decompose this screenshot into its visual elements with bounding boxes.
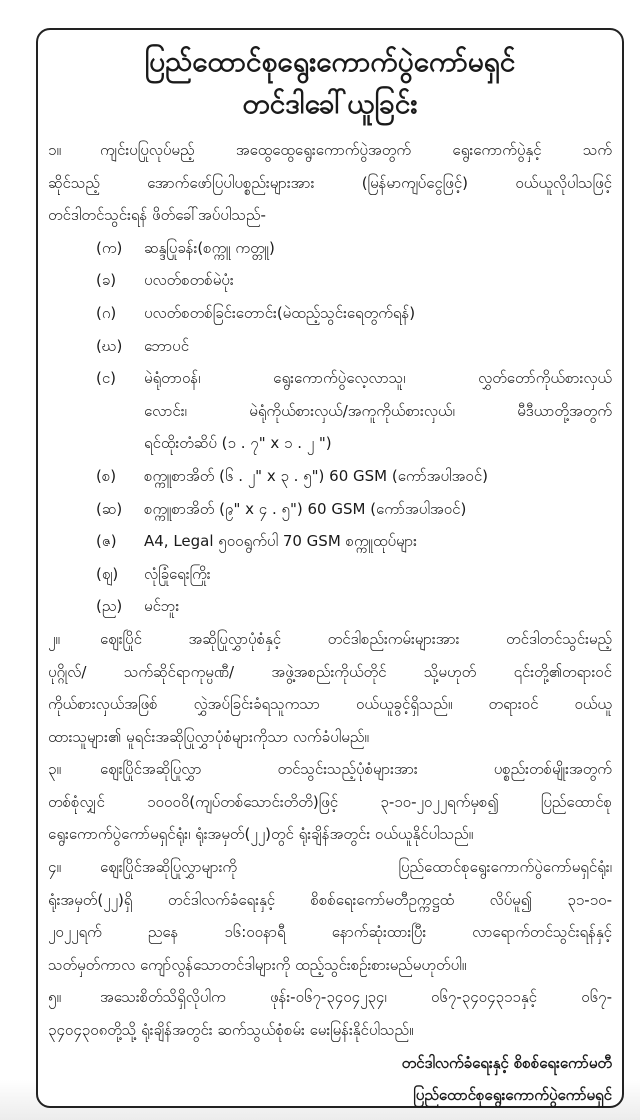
paragraph-line — [48, 981, 612, 1014]
list-item — [48, 395, 612, 428]
item-label: (ဂ) — [96, 303, 117, 322]
signature-line: တင်ဒါလက်ခံရေးနှင့် စိစစ်ရေးကော်မတီ — [401, 1053, 612, 1072]
list-item — [48, 264, 612, 297]
paragraph-line — [48, 721, 612, 754]
paragraph-text: တစ်စုံလျှင် ၁၀၀၀၀ိ(ကျပ်တစ်သောင်းတိတိ)ဖြင့် ၃-၁၀-၂၀၂၂ရက်မှစ၍ ပြည်ထောင်စု — [48, 792, 612, 811]
paragraph-number: ၃။ — [48, 760, 61, 779]
item-text: လောင်း၊ မဲရုံကိုယ်စားလှယ်/အကူကိုယ်စားလှယ်၊ မီဒီယာတို့အတွက် — [144, 401, 612, 420]
paragraph-line — [48, 1014, 612, 1047]
paragraph-text: ထားသူများ၏ မူရင်းအဆိုပြုလွှာပုံစံများကိုသာ လက်ခံပါမည်။ — [48, 727, 369, 746]
item-text: ပလတ်စတစ်မဲပုံး — [144, 271, 234, 290]
item-label: (က) — [96, 238, 123, 257]
tender-notice-box — [36, 28, 624, 1108]
item-text: ဆန္ဒပြုခန်း(စက္ကူ ကတ္တူ) — [144, 238, 275, 257]
notice-body — [48, 134, 612, 1112]
list-item — [48, 493, 612, 526]
item-text: ပလတ်စတစ်ခြင်းတောင်း(မဲထည့်သွင်းရေတွက်ရန်) — [144, 303, 416, 322]
paragraph-text: ဈေးပြိုင်အဆိုပြုလွှာ တင်သွင်းသည့်ပုံစံများအား ပစ္စည်းတစ်မျိုးအတွက် — [100, 760, 612, 779]
item-label — [96, 395, 144, 428]
list-item — [48, 460, 612, 493]
paragraph-4 — [48, 851, 612, 981]
paragraph-line — [48, 167, 612, 200]
paragraph-1 — [48, 134, 612, 232]
item-text: A4, Legal ၅၀၀ရွက်ပါ 70 GSM စက္ကူထုပ်များ — [144, 532, 417, 551]
paragraph-text: ဈေးပြိုင် အဆိုပြုလွှာပုံစံနှင့် တင်ဒါစည်းကမ်းများအား တင်ဒါတင်သွင်းမည့် — [100, 629, 612, 648]
item-label — [96, 427, 144, 460]
item-label: (ဃ) — [96, 336, 123, 355]
paragraph-line — [48, 199, 612, 232]
item-label: (ဇ) — [96, 532, 117, 551]
paragraph-2 — [48, 623, 612, 753]
paragraph-text: ၃၄၀၄၃၀၈တို့သို့ ရုံးချိန်အတွင်း ဆက်သွယ်စုံစမ်း မေးမြန်းနိုင်ပါသည်။ — [48, 1021, 414, 1040]
paragraph-5 — [48, 981, 612, 1046]
paragraph-line — [48, 884, 612, 917]
list-item — [48, 362, 612, 395]
paragraph-line — [48, 656, 612, 689]
list-item — [48, 590, 612, 623]
item-text: ရင်ထိုးတံဆိပ် (၁ . ၇" x ၁ . ၂ ") — [144, 434, 332, 453]
paragraph-3 — [48, 753, 612, 851]
item-label: (ခ) — [96, 271, 117, 290]
list-item — [48, 525, 612, 558]
paragraph-text: ဈေးပြိုင်အဆိုပြုလွှာများကို ပြည်ထောင်စုရွေးကောက်ပွဲကော်မရှင်ရုံး၊ — [100, 858, 612, 877]
paragraph-number: ၅။ — [48, 988, 61, 1007]
paragraph-text: ရွေးကောက်ပွဲကော်မရှင်ရုံး၊ ရုံးအမှတ်(၂၂)တွင် ရုံးချိန်အတွင်း ဝယ်ယူနိုင်ပါသည်။ — [48, 825, 474, 844]
paragraph-line — [48, 753, 612, 786]
paragraph-text: ပုဂ္ဂိုလ်/ သက်ဆိုင်ရာကုမ္ပဏီ/ အဖွဲ့အစည်းကိုယ်တိုင် သို့မဟုတ် ၎င်းတို့၏တရားဝင် — [48, 662, 612, 681]
item-text: မဲရုံတာဝန်၊ ရွေးကောက်ပွဲလေ့လာသူ၊ လွှတ်တော်ကိုယ်စားလှယ် — [144, 369, 612, 388]
paragraph-line — [48, 818, 612, 851]
paragraph-line — [48, 949, 612, 982]
notice-title: ပြည်ထောင်စုရွေးကောက်ပွဲကော်မရှင် — [144, 45, 516, 78]
signature-line: ပြည်ထောင်စုရွေးကောက်ပွဲကော်မရှင် — [413, 1086, 612, 1105]
paragraph-line — [48, 134, 612, 167]
paragraph-line — [48, 688, 612, 721]
paragraph-number: ၁။ — [48, 141, 61, 159]
item-text: စက္ကူစာအိတ် (၉" x ၄ . ၅") 60 GSM (ကော်အပါအဝင်) — [144, 499, 467, 518]
item-text: မင်ဘူး — [144, 597, 180, 616]
item-label: (င) — [96, 369, 117, 388]
item-label: (ဆ) — [96, 499, 123, 518]
list-item — [48, 232, 612, 265]
paragraph-text: ကိုယ်စားလှယ်အဖြစ် လွှဲအပ်ခြင်းခံရသူကသာ ဝယ်ယူခွင့်ရှိသည်။ တရားဝင် ဝယ်ယူ — [48, 695, 612, 714]
notice-subtitle: တင်ဒါခေါ်ယူခြင်း — [242, 87, 418, 120]
paragraph-text: ၂၀၂၂ရက် ညနေ ၁၆:၀၀နာရီ နောက်ဆုံးထားပြီး လာရောက်တင်သွင်းရန်နှင့် — [48, 923, 612, 942]
item-text: စက္ကူစာအိတ် (၆ . ၂" x ၃ . ၅") 60 GSM (ကော်အပါအဝင်) — [144, 466, 488, 485]
paragraph-text: ဆိုင်သည့် အောက်ဖော်ပြပါပစ္စည်းများအား (မြန်မာကျပ်ငွေဖြင့်) ဝယ်ယူလိုပါသဖြင့် — [48, 173, 612, 192]
paragraph-line — [48, 623, 612, 656]
list-item — [48, 427, 612, 460]
item-list — [48, 232, 612, 623]
paragraph-text: သတ်မှတ်ကာလ ကျော်လွန်သောတင်ဒါများကို ထည့်သွင်းစဉ်းစားမည်မဟုတ်ပါ။ — [48, 955, 467, 974]
item-text: လုံခြုံရေးကြိုး — [144, 564, 211, 583]
paragraph-number: ၂။ — [48, 629, 60, 648]
paragraph-text: ရုံးအမှတ်(၂၂)ရှိ တင်ဒါလက်ခံရေးနှင့် စိစစ်ရေးကော်မတီဥက္ကဋ္ဌထံ လိပ်မူ၍ ၃၁-၁၀- — [48, 890, 612, 909]
item-label: (ဈ) — [96, 564, 119, 583]
list-item — [48, 558, 612, 591]
list-item — [48, 297, 612, 330]
paragraph-text: ကျင်းပပြုလုပ်မည့် အထွေထွေရွေးကောက်ပွဲအတွက် ရွေးကောက်ပွဲနှင့် သက် — [100, 141, 612, 159]
paragraph-line — [48, 916, 612, 949]
paragraph-text: အသေးစိတ်သိရှိလိုပါက ဖုန်း-၀၆၇-၃၄၀၄၂၃၄၊ ၀၆၇-၃၄၀၄၃၁၁နှင့် ၀၆၇- — [100, 988, 612, 1007]
paragraph-text: တင်ဒါတင်သွင်းရန် ဖိတ်ခေါ်အပ်ပါသည်- — [48, 206, 266, 225]
paragraph-line — [48, 851, 612, 884]
paragraph-line — [48, 786, 612, 819]
item-label: (ည) — [96, 597, 123, 616]
item-label: (စ) — [96, 466, 117, 485]
item-text: ဘောပင် — [144, 336, 190, 355]
paragraph-number: ၄။ — [48, 858, 61, 877]
list-item — [48, 330, 612, 363]
